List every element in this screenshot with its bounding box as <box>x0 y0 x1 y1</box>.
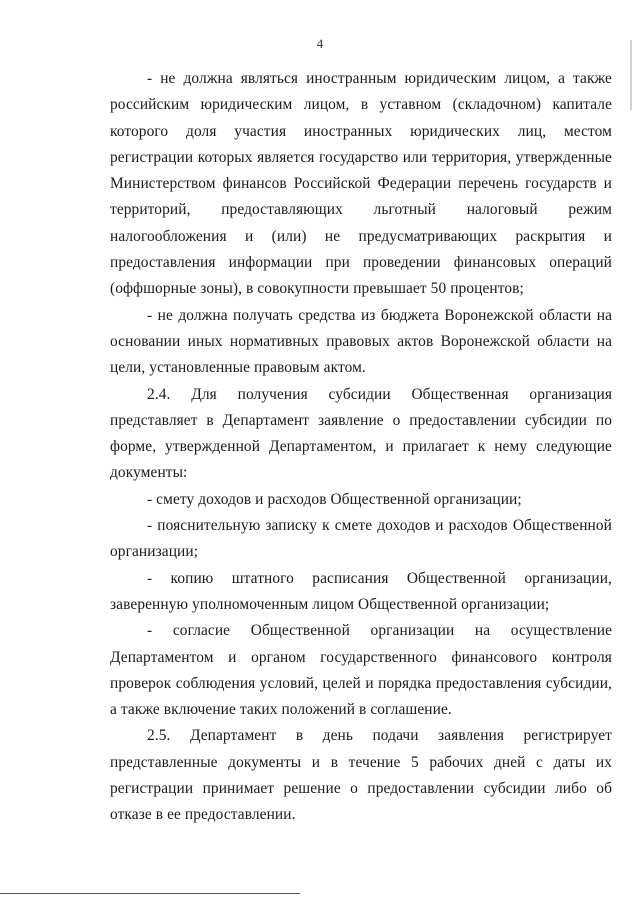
page-number: 4 <box>316 36 324 51</box>
paragraph-budget-condition: - не должна получать средства из бюджета Воронежской области на основании иных нормативных правовых актов Воронежской области на цели, установленные правовым актом. <box>110 306 612 377</box>
paragraph-offshore-condition: - не должна являться иностранным юридическим лицом, а также российским юридическим лицом, в уставном (складочном) капитале которого доля участия иностранных юридических лиц, местом регистрации которых является государство или территория, утвержденные Министерством финансов Российской Федерации перечень государств и территорий, предоставляющих льготный налоговый режим налогообложения и (или) не предусматривающих раскрытия и предоставления информации при проведении финансовых операций (оффшорные зоны), в совокупности превышает 50 процентов; <box>110 70 612 298</box>
paragraph-item-consent: - согласие Общественной организации на осуществление Департаментом и органом государственного финансового контроля проверок соблюдения условий, целей и порядка предоставления субсидии, а также включение таких положений в соглашение. <box>110 622 612 719</box>
paragraph-section-2-5: 2.5. Департамент в день подачи заявления регистрирует представленные документы и в течение 5 рабочих дней с даты их регистрации принимает решение о предоставлении субсидии либо об отказе в ее предоставлении. <box>110 727 612 824</box>
document-body <box>110 66 612 829</box>
paragraph-item-explanatory-note: - пояснительную записку к смете доходов и расходов Общественной организации; <box>110 517 612 561</box>
footer-rule <box>0 893 300 894</box>
paragraph-item-staff-schedule: - копию штатного расписания Общественной организации, заверенную уполномоченным лицом Общественной организации; <box>110 569 612 613</box>
scan-edge-mark <box>630 40 632 110</box>
paragraph-section-2-4: 2.4. Для получения субсидии Общественная организация представляет в Департамент заявление о предоставлении субсидии по форме, утвержденной Департаментом, и прилагает к нему следующие документы: <box>110 385 612 482</box>
paragraph-item-estimate: - смету доходов и расходов Общественной организации; <box>147 490 522 508</box>
